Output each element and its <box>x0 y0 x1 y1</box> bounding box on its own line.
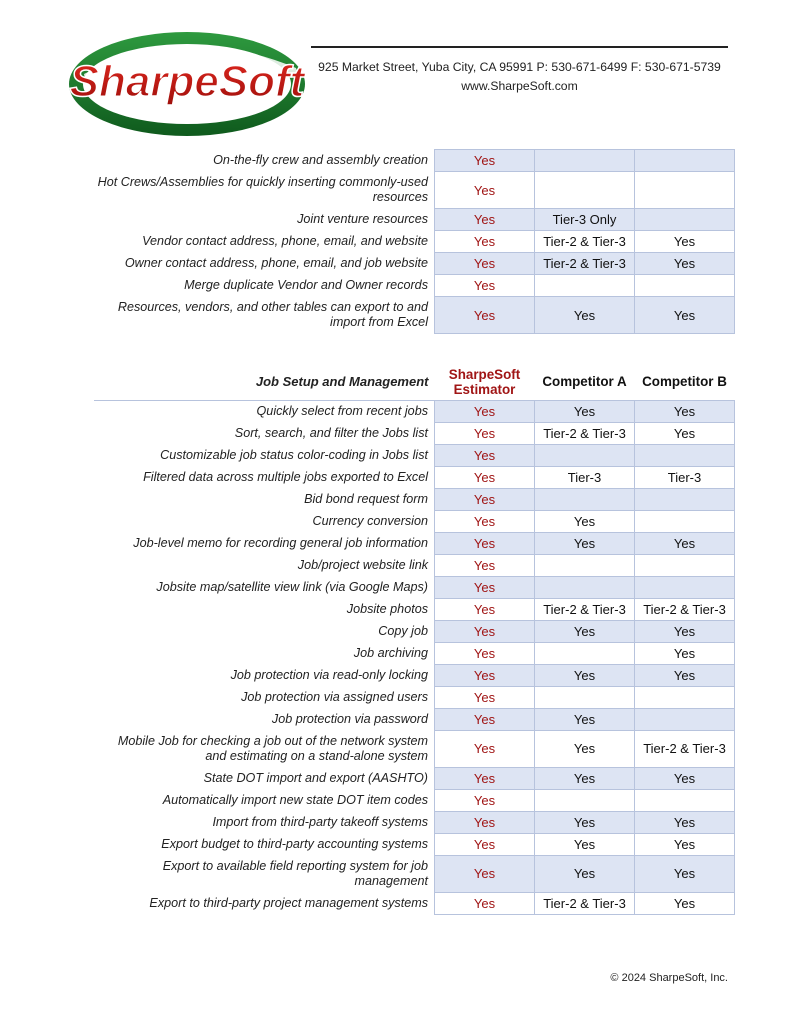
table-row <box>94 730 735 767</box>
competitor-a-value <box>535 488 635 510</box>
competitor-b-value: Yes <box>635 767 735 789</box>
sharpesoft-value: Yes <box>435 466 535 488</box>
table-row <box>94 466 735 488</box>
table-row <box>94 576 735 598</box>
job-setup-comparison-table <box>94 364 735 915</box>
sharpesoft-value: Yes <box>435 488 535 510</box>
table-row <box>94 231 735 253</box>
competitor-a-value: Yes <box>535 833 635 855</box>
svg-text:SharpeSoft: SharpeSoft <box>69 57 305 106</box>
table-row <box>94 620 735 642</box>
competitor-b-value: Yes <box>635 664 735 686</box>
feature-label: Copy job <box>378 623 428 638</box>
competitor-a-value <box>535 576 635 598</box>
sharpesoft-value: Yes <box>435 708 535 730</box>
competitor-a-value <box>535 150 635 172</box>
table-row <box>94 422 735 444</box>
feature-label: Vendor contact address, phone, email, and website <box>142 234 428 248</box>
feature-label: Sort, search, and filter the Jobs list <box>234 425 428 440</box>
feature-label: On-the-fly crew and assembly creation <box>213 153 428 167</box>
competitor-b-value <box>635 789 735 811</box>
competitor-b-value: Tier-2 & Tier-3 <box>635 730 735 767</box>
competitor-b-value <box>635 172 735 209</box>
table-row <box>94 297 735 334</box>
sharpesoft-value: Yes <box>435 444 535 466</box>
table-row <box>94 789 735 811</box>
company-contact <box>311 58 728 96</box>
table-row <box>94 811 735 833</box>
feature-label: Automatically import new state DOT item codes <box>162 792 428 807</box>
competitor-a-value: Tier-2 & Tier-3 <box>535 253 635 275</box>
sharpesoft-value: Yes <box>435 686 535 708</box>
sharpesoft-value: Yes <box>435 576 535 598</box>
competitor-b-value <box>635 275 735 297</box>
competitor-b-value <box>635 686 735 708</box>
competitor-a-value: Yes <box>535 297 635 334</box>
table-row <box>94 686 735 708</box>
sharpesoft-value: Yes <box>435 172 535 209</box>
competitor-b-value: Yes <box>635 892 735 914</box>
feature-label: Job protection via read-only locking <box>230 667 428 682</box>
col-header-competitor-a: Competitor A <box>535 364 635 400</box>
competitor-a-value: Tier-3 Only <box>535 209 635 231</box>
website-link[interactable]: www.SharpeSoft.com <box>461 79 578 93</box>
competitor-a-value <box>535 172 635 209</box>
sharpesoft-value: Yes <box>435 598 535 620</box>
competitor-b-value <box>635 554 735 576</box>
table-row <box>94 275 735 297</box>
resources-comparison-table <box>94 149 735 334</box>
feature-label: Jobsite photos <box>346 601 428 616</box>
feature-label: Job protection via assigned users <box>241 689 428 704</box>
feature-label: Merge duplicate Vendor and Owner records <box>184 278 428 292</box>
col-header-competitor-b: Competitor B <box>635 364 735 400</box>
competitor-b-value <box>635 510 735 532</box>
table-row <box>94 209 735 231</box>
copyright: © 2024 SharpeSoft, Inc. <box>610 972 728 984</box>
feature-label: Hot Crews/Assemblies for quickly inserting commonly-used resources <box>97 175 428 204</box>
sharpesoft-value: Yes <box>435 231 535 253</box>
competitor-b-value: Yes <box>635 253 735 275</box>
sharpesoft-value: Yes <box>435 855 535 892</box>
competitor-a-value: Yes <box>535 767 635 789</box>
col-header-sharpesoft: SharpeSoft Estimator <box>435 364 535 400</box>
table-header-row <box>94 364 735 400</box>
table-row <box>94 664 735 686</box>
sharpesoft-value: Yes <box>435 767 535 789</box>
competitor-b-value <box>635 488 735 510</box>
table-row <box>94 554 735 576</box>
feature-label: Job-level memo for recording general job information <box>133 535 428 550</box>
competitor-b-value: Yes <box>635 855 735 892</box>
feature-label: Bid bond request form <box>304 491 428 506</box>
header-rule <box>311 46 728 48</box>
competitor-a-value <box>535 642 635 664</box>
competitor-b-value: Yes <box>635 231 735 253</box>
competitor-b-value: Yes <box>635 620 735 642</box>
sharpesoft-value: Yes <box>435 664 535 686</box>
sharpesoft-value: Yes <box>435 833 535 855</box>
competitor-a-value <box>535 275 635 297</box>
sharpesoft-value: Yes <box>435 554 535 576</box>
competitor-a-value: Yes <box>535 510 635 532</box>
competitor-b-value <box>635 576 735 598</box>
feature-label: Job protection via password <box>271 711 428 726</box>
competitor-a-value <box>535 686 635 708</box>
competitor-b-value: Yes <box>635 642 735 664</box>
feature-label: Mobile Job for checking a job out of the network system and estimating on a stand-alone system <box>117 733 428 763</box>
feature-label: Jobsite map/satellite view link (via Google Maps) <box>156 579 428 594</box>
sharpesoft-value: Yes <box>435 209 535 231</box>
competitor-b-value: Yes <box>635 811 735 833</box>
competitor-a-value: Tier-3 <box>535 466 635 488</box>
competitor-b-value <box>635 444 735 466</box>
competitor-b-value: Yes <box>635 297 735 334</box>
feature-label: Export budget to third-party accounting systems <box>161 836 428 851</box>
table-row <box>94 892 735 914</box>
sharpesoft-value: Yes <box>435 275 535 297</box>
competitor-a-value: Tier-2 & Tier-3 <box>535 598 635 620</box>
competitor-a-value: Tier-2 & Tier-3 <box>535 422 635 444</box>
table-row <box>94 598 735 620</box>
table-row <box>94 400 735 422</box>
address-line: 925 Market Street, Yuba City, CA 95991 P: 530-671-6499 F: 530-671-5739 <box>318 60 721 74</box>
table-row <box>94 444 735 466</box>
competitor-a-value: Yes <box>535 855 635 892</box>
table-row <box>94 708 735 730</box>
competitor-a-value <box>535 554 635 576</box>
competitor-b-value: Yes <box>635 532 735 554</box>
table-row <box>94 510 735 532</box>
sharpesoft-value: Yes <box>435 253 535 275</box>
competitor-a-value: Yes <box>535 811 635 833</box>
competitor-b-value: Yes <box>635 400 735 422</box>
feature-label: Export to third-party project management systems <box>149 895 428 910</box>
sharpesoft-value: Yes <box>435 400 535 422</box>
sharpesoft-value: Yes <box>435 422 535 444</box>
sharpesoft-value: Yes <box>435 532 535 554</box>
competitor-b-value: Tier-3 <box>635 466 735 488</box>
feature-label: State DOT import and export (AASHTO) <box>203 770 428 785</box>
sharpesoft-value: Yes <box>435 789 535 811</box>
competitor-b-value <box>635 708 735 730</box>
competitor-a-value <box>535 789 635 811</box>
competitor-a-value: Tier-2 & Tier-3 <box>535 892 635 914</box>
table-row <box>94 855 735 892</box>
sharpesoft-value: Yes <box>435 811 535 833</box>
feature-label: Job archiving <box>353 645 428 660</box>
table-row <box>94 488 735 510</box>
feature-label: Resources, vendors, and other tables can export to and import from Excel <box>117 300 428 329</box>
competitor-b-value: Yes <box>635 422 735 444</box>
section-title: Job Setup and Management <box>94 364 435 400</box>
feature-label: Export to available field reporting system for job management <box>162 858 428 888</box>
sharpesoft-logo <box>64 28 310 140</box>
competitor-a-value: Yes <box>535 708 635 730</box>
sharpesoft-value: Yes <box>435 297 535 334</box>
table-row <box>94 767 735 789</box>
sharpesoft-value: Yes <box>435 892 535 914</box>
feature-label: Quickly select from recent jobs <box>256 403 428 418</box>
competitor-b-value: Tier-2 & Tier-3 <box>635 598 735 620</box>
competitor-b-value <box>635 150 735 172</box>
table-row <box>94 150 735 172</box>
feature-label: Joint venture resources <box>297 212 428 226</box>
table-row <box>94 253 735 275</box>
competitor-a-value: Yes <box>535 532 635 554</box>
table-row <box>94 172 735 209</box>
sharpesoft-value: Yes <box>435 620 535 642</box>
feature-label: Import from third-party takeoff systems <box>212 814 428 829</box>
sharpesoft-value: Yes <box>435 730 535 767</box>
feature-label: Owner contact address, phone, email, and job website <box>124 256 428 270</box>
sharpesoft-value: Yes <box>435 150 535 172</box>
competitor-a-value: Yes <box>535 664 635 686</box>
competitor-a-value: Yes <box>535 400 635 422</box>
competitor-a-value: Tier-2 & Tier-3 <box>535 231 635 253</box>
competitor-b-value <box>635 209 735 231</box>
competitor-a-value: Yes <box>535 620 635 642</box>
feature-label: Job/project website link <box>297 557 428 572</box>
competitor-b-value: Yes <box>635 833 735 855</box>
feature-label: Currency conversion <box>312 513 428 528</box>
feature-label: Filtered data across multiple jobs exported to Excel <box>143 469 428 484</box>
sharpesoft-value: Yes <box>435 510 535 532</box>
sharpesoft-value: Yes <box>435 642 535 664</box>
table-row <box>94 532 735 554</box>
table-row <box>94 642 735 664</box>
competitor-a-value <box>535 444 635 466</box>
feature-label: Customizable job status color-coding in Jobs list <box>160 447 428 462</box>
competitor-a-value: Yes <box>535 730 635 767</box>
table-row <box>94 833 735 855</box>
